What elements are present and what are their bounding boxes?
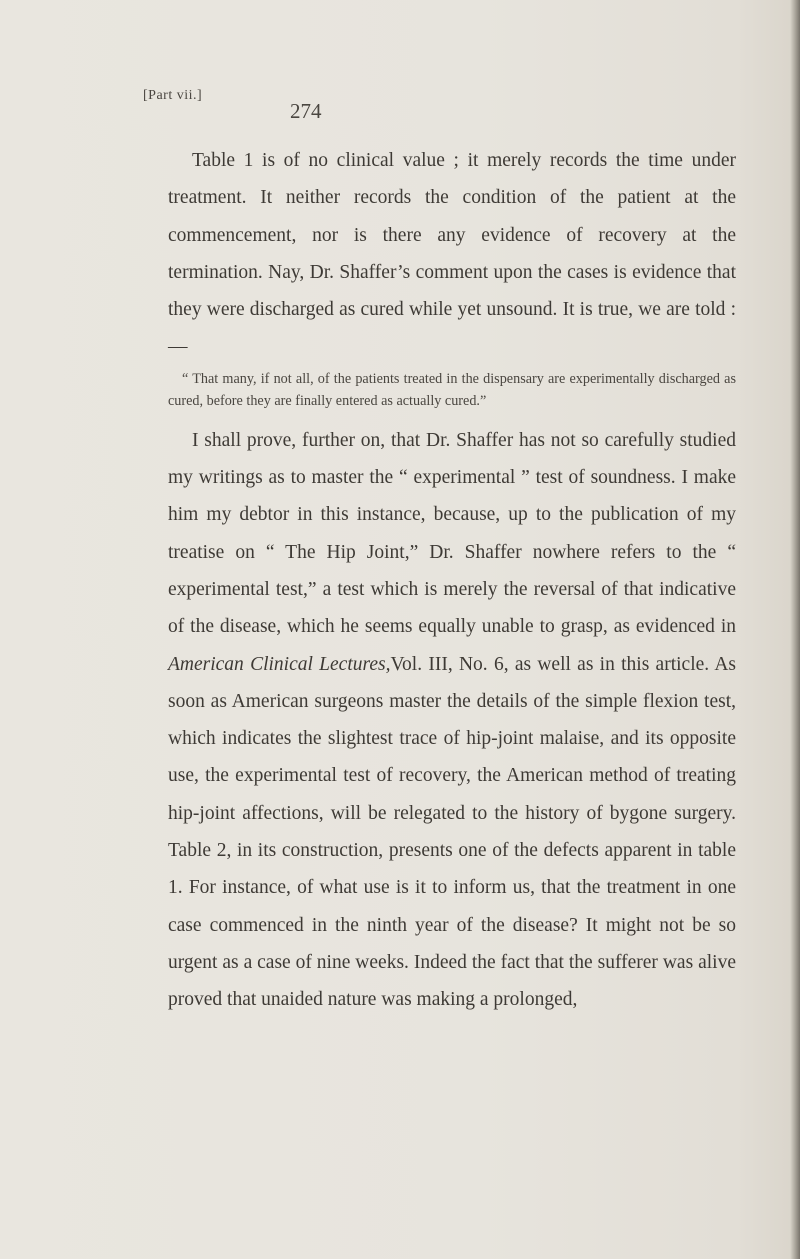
paragraph-2-text-b: Vol. III, No. 6, as well as in this article. As soon as American surgeons master the details of the simple flexion test, which indicates the slightest trace of hip-joint malaise, and its opposite use, the experimental test of recovery, the American method of treating hip-joint affections, will be relegated to the history of bygone surgery. Table 2, in its construction, presents one of the defects apparent in table 1. For instance, of what use is it to inform us, that the treatment in one case commenced in the ninth year of the disease? It might not be so urgent as a case of nine weeks. Indeed the fact that the sufferer was alive proved that unaided nature was making a prolonged, [168,653,736,1011]
paragraph-2 [168,422,736,1019]
paragraph-2-text-a: I shall prove, further on, that Dr. Shaffer has not so carefully studied my writings as to master the “ experimental ” test of soundness. I make him my debtor in this instance, because, up to the publication of my treatise on “ The Hip Joint,” Dr. Shaffer nowhere refers to the “ experimental test,” a test which is merely the reversal of that indicative of the disease, which he seems equally unable to grasp, as evidenced in [168,429,736,638]
page-edge-shadow [790,0,800,1259]
journal-title: American Clinical Lectures, [168,653,391,675]
body-text [168,142,736,1019]
part-label: [Part vii.] [143,88,203,103]
paragraph-1: Table 1 is of no clinical value ; it merely records the time under treatment. It neither records the condition of the patient at the commencement, nor is there any evidence of recovery at the termination. Nay, Dr. Shaffer’s comment upon the cases is evidence that they were discharged as cured while yet unsound. It is true, we are told :— [168,150,736,358]
block-quote: “ That many, if not all, of the patients treated in the dispensary are experimentally discharged as cured, before they are finally entered as actually cured.” [168,370,736,409]
page-number: 274 [290,99,322,123]
